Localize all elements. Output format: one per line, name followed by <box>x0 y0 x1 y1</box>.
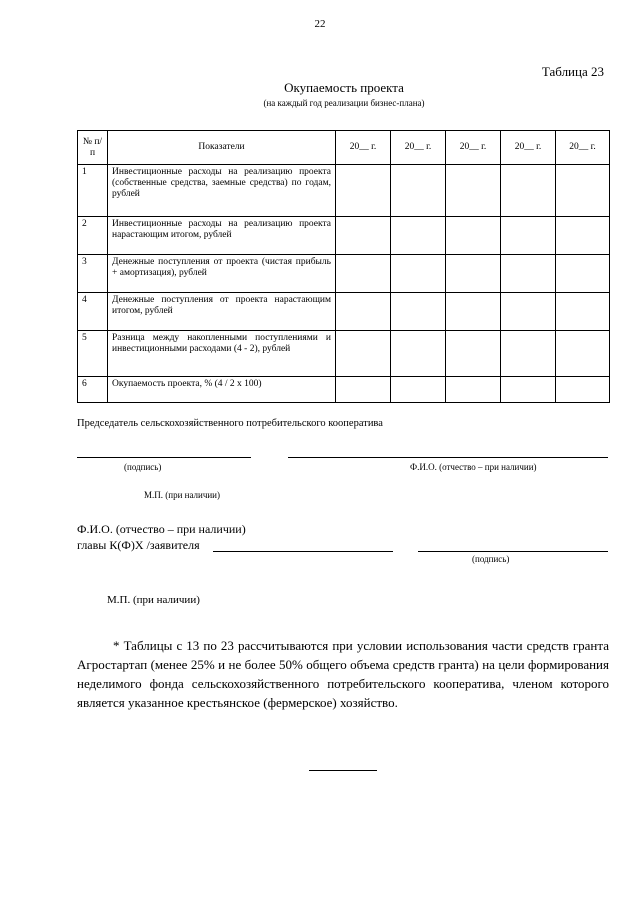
year-cell <box>501 377 556 403</box>
page-number: 22 <box>314 18 326 30</box>
row-name: Денежные поступления от проекта (чистая прибыль + амортизация), рублей <box>108 255 336 293</box>
year-cell <box>336 331 391 377</box>
year-cell <box>446 255 501 293</box>
year-cell <box>446 217 501 255</box>
row-num: 5 <box>78 331 108 377</box>
chairman-signature-line <box>77 457 251 458</box>
table-caption: Таблица 23 <box>541 64 604 79</box>
stamp-label: М.П. (при наличии) <box>107 594 200 606</box>
year-cell <box>336 255 391 293</box>
head-signature-caption: (подпись) <box>472 554 510 564</box>
head-fio-label: Ф.И.О. (отчество – при наличии) <box>77 522 246 536</box>
year-cell <box>391 255 446 293</box>
year-cell <box>391 293 446 331</box>
year-cell <box>556 165 610 217</box>
table-header-row <box>78 131 610 165</box>
row-name: Инвестиционные расходы на реализацию проекта (собственные средства, заемные средства) по годам, рублей <box>108 165 336 217</box>
row-num: 4 <box>78 293 108 331</box>
year-cell <box>336 377 391 403</box>
head-signature-line <box>418 551 608 552</box>
table-row <box>78 331 610 377</box>
table-row <box>78 165 610 217</box>
header-year: 20__ г. <box>391 131 446 165</box>
header-num: № п/п <box>78 131 108 165</box>
fio-caption: Ф.И.О. (отчество – при наличии) <box>410 462 537 472</box>
header-year: 20__ г. <box>336 131 391 165</box>
table-row <box>78 293 610 331</box>
row-name: Разница между накопленными поступлениями и инвестиционными расходами (4 - 2), рублей <box>108 331 336 377</box>
row-name: Окупаемость проекта, % (4 / 2 х 100) <box>108 377 336 403</box>
doc-subtitle: (на каждый год реализации бизнес-плана) <box>263 98 425 108</box>
footnote-text: * Таблицы с 13 по 23 рассчитываются при условии использования части средств гранта Агростартап (менее 25% и не более 50% общего объема средств гранта) на цели формирования неделимого фонда сельскохозяйственного потребительского кооператива, членом которого является указанное крестьянское (фермерское) хозяйство. <box>77 638 609 710</box>
year-cell <box>446 293 501 331</box>
year-cell <box>556 331 610 377</box>
row-num: 3 <box>78 255 108 293</box>
head-fio-line <box>213 551 393 552</box>
header-indicator: Показатели <box>108 131 336 165</box>
header-year: 20__ г. <box>501 131 556 165</box>
chairman-label: Председатель сельскохозяйственного потребительского кооператива <box>77 418 383 429</box>
year-cell <box>391 377 446 403</box>
stamp-label: М.П. (при наличии) <box>144 490 220 500</box>
year-cell <box>336 217 391 255</box>
year-cell <box>446 165 501 217</box>
chairman-fio-line <box>288 457 608 458</box>
year-cell <box>336 165 391 217</box>
year-cell <box>556 377 610 403</box>
row-name: Инвестиционные расходы на реализацию проекта нарастающим итогом, рублей <box>108 217 336 255</box>
year-cell <box>391 165 446 217</box>
table-row <box>78 377 610 403</box>
year-cell <box>391 331 446 377</box>
year-cell <box>446 377 501 403</box>
year-cell <box>501 165 556 217</box>
year-cell <box>501 293 556 331</box>
year-cell <box>391 217 446 255</box>
table-row <box>78 255 610 293</box>
row-name: Денежные поступления от проекта нарастающим итогом, рублей <box>108 293 336 331</box>
year-cell <box>556 293 610 331</box>
doc-title: Окупаемость проекта <box>284 80 404 95</box>
year-cell <box>556 255 610 293</box>
head-label: главы К(Ф)Х /заявителя <box>77 538 200 552</box>
footnote <box>77 636 609 712</box>
signature-caption: (подпись) <box>124 462 162 472</box>
year-cell <box>556 217 610 255</box>
row-num: 1 <box>78 165 108 217</box>
row-num: 2 <box>78 217 108 255</box>
footer-rule <box>309 770 377 771</box>
header-year: 20__ г. <box>556 131 610 165</box>
table-row <box>78 217 610 255</box>
row-num: 6 <box>78 377 108 403</box>
year-cell <box>501 331 556 377</box>
year-cell <box>336 293 391 331</box>
header-year: 20__ г. <box>446 131 501 165</box>
payback-table <box>77 130 610 403</box>
year-cell <box>501 255 556 293</box>
year-cell <box>501 217 556 255</box>
year-cell <box>446 331 501 377</box>
